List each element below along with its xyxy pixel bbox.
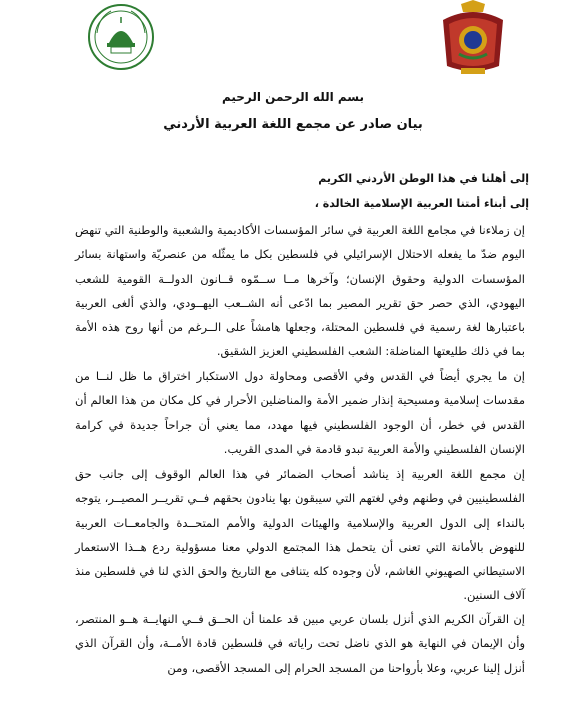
- addressee-line: إلى أهلنا في هذا الوطن الأردني الكريم: [318, 172, 529, 185]
- addressee-line: إلى أبناء أمتنا العربية الإسلامية الخالدة ،: [314, 197, 529, 210]
- coat-of-arms-logo: [433, 0, 513, 78]
- body-paragraph: إن ما يجري أيضاً في القدس وفي الأقصى ومحاولة دول الاستكبار اختراق ما ظل لنــا من مقدسات إسلامية ومسيحية إنذار ضمير الأمة والمناضلين الأحرار في كل مكان من هذا العالم أن القدس في خطر، أن الوجود الفلسطيني فيها مهدد، مما يعني أن جراحاً جديدة في كرامة الإنسان الفلسطيني والأمة العربية تبدو قادمة في المدى القريب.: [75, 369, 525, 456]
- body-paragraph: إن مجمع اللغة العربية إذ يناشد أصحاب الضمائر في هذا العالم الوقوف إلى جانب حق الفلسطينيين في وطنهم وفي لغتهم التي سيبقون بها ينادون بحقهم فــي تقريــر المصيــر، يتوجه بالنداء إلى الدول العربية والإسلامية والهيئات الدولية والأمم المتحــدة والجامعــات العربية للنهوض بالأمانة التي تعنى أن يتحمل هذا المجتمع الدولي معنا مسؤولية ردع هــذا الاستعمار الاستيطاني الصهيوني الغاشم، لأن وجوده كله يتنافى مع التاريخ والحق الذي لنا في فلسطين منذ آلاف السنين.: [75, 467, 525, 603]
- body-paragraph: إن القرآن الكريم الذي أنزل بلسان عربي مبين قد علمنا أن الحــق فــي النهايــة هــو المنتصر، وأن الإيمان في النهاية هو الذي ناضل تحت راياته في فلسطين قادة الأمــة، وأن القرآن الذي أنزل إلينا عربي، وعلا بأرواحنا من المسجد الحرام إلى المسجد الأقصى، ومن: [75, 612, 525, 675]
- statement-title: بيان صادر عن مجمع اللغة العربية الأردني: [163, 117, 423, 132]
- academy-logo: [87, 3, 155, 71]
- body-paragraph: إن زملاءنا في مجامع اللغة العربية في سائر المؤسسات الأكاديمية والشعبية والوطنية التي تنهض اليوم ضدّ ما يفعله الاحتلال الإسرائيلي في فلسطين بكل ما يمثّله من عنصريّة واستهانة بسائر المؤسسات الدولية وحقوق الإنسان؛ وآخرها مــا ســمّوه قــانون الدولــة القومية للشعب اليهودي، الذي حصر حق تقرير المصير بما ادّعى أنه الشــعب اليهــودي، والذي ألغى العربية باعتبارها لغة رسمية في فلسطين المحتلة، وجعلها هامشاً على الــرغم من أنها روح هذه الأمة بما في ذلك طليعتها المناضلة: الشعب الفلسطيني العزيز الشقيق.: [75, 223, 525, 359]
- basmala: بسم الله الرحمن الرحيم: [221, 90, 365, 104]
